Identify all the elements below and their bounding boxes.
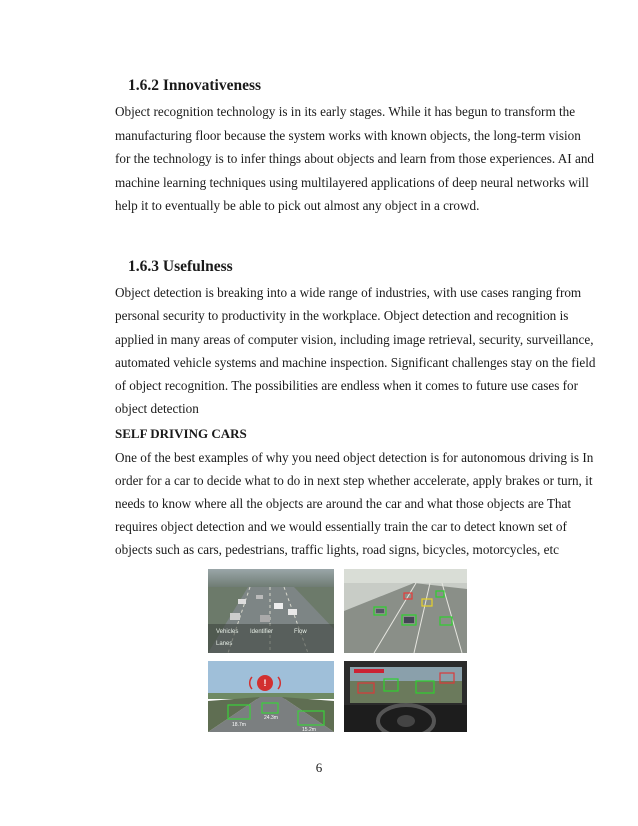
paragraph-line: Object recognition technology is in its early stages. While it has begun to transform the	[115, 104, 576, 119]
paragraph-line: machine learning techniques using multilayered applications of deep neural networks will	[115, 175, 589, 190]
paragraph-line: object detection	[115, 401, 199, 416]
paragraph-line: One of the best examples of why you need object detection is for autonomous driving is In	[115, 450, 594, 465]
distance-label: 18.7m	[232, 722, 246, 728]
page-number: 6	[315, 760, 323, 775]
distance-label: 24.3m	[264, 715, 278, 721]
driver-view-photo	[344, 661, 467, 732]
paragraph-line: objects such as cars, pedestrians, traffic lights, road signs, bicycles, motorcycles, etc	[115, 542, 559, 557]
paragraph-line: personal security to productivity in the workplace. Object detection and recognition is	[115, 308, 569, 323]
overlay-label: Identifier	[250, 629, 274, 635]
overlay-label: Flow	[294, 629, 307, 635]
svg-text:!: !	[263, 678, 267, 688]
paragraph-line: needs to know where all the objects are around the car and what those objects are That	[115, 496, 572, 511]
paragraph-line: Object detection is breaking into a wide range of industries, with use cases ranging from	[115, 285, 582, 300]
subheading-self-driving-cars: SELF DRIVING CARS	[115, 426, 247, 441]
heading-usefulness: 1.6.3 Usefulness	[128, 258, 233, 275]
distance-label: 15.2m	[302, 727, 316, 732]
paragraph-line: for the technology is to infer things about objects and learn from those experiences. AI and	[115, 151, 595, 166]
heading-innovativeness: 1.6.2 Innovativeness	[128, 77, 262, 94]
overlay-label: Lanes	[216, 641, 233, 647]
paragraph-line: applied in many areas of computer vision, including image retrieval, security, surveillance,	[115, 332, 594, 347]
road-tracking-photo	[344, 569, 467, 653]
overlay-label: Vehicles	[216, 629, 239, 635]
paragraph-line: of object recognition. The possibilities are endless when it comes to future use cases for	[115, 378, 579, 393]
paragraph-line: help it to eventually be able to pick out almost any object in a crowd.	[115, 198, 480, 213]
highway-detection-photo	[208, 569, 334, 653]
paragraph-line: order for a car to decide what to do in next step whether accelerate, apply brakes or turn, it	[115, 473, 593, 488]
paragraph-line: automated vehicle systems and machine inspection. Significant challenges stay on the field	[115, 355, 596, 370]
paragraph-line: manufacturing floor because the system works with known objects, the long-term vision	[115, 128, 581, 143]
paragraph-line: requires object detection and we would essentially train the car to detect known set of	[115, 519, 567, 534]
collision-warning-photo	[208, 661, 334, 732]
